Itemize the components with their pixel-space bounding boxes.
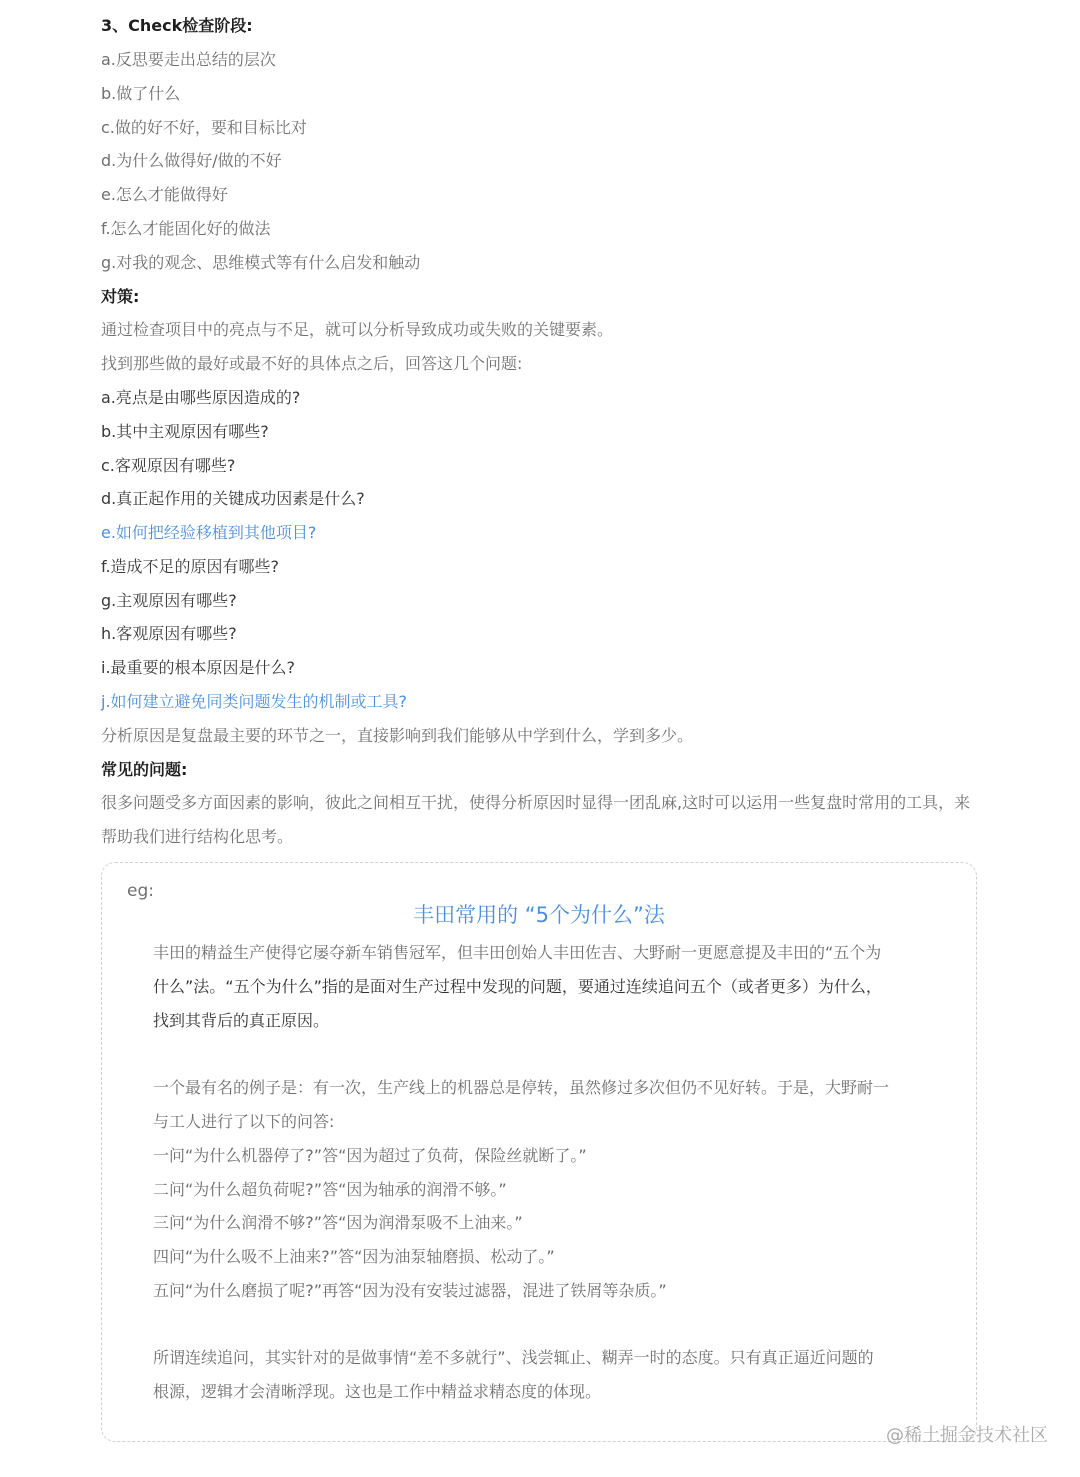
paragraph: 通过检查项目中的亮点与不足，就可以分析导致成功或失败的关键要素。 — [101, 320, 614, 339]
list-item: a.反思要走出总结的层次 — [101, 50, 276, 69]
list-item: b.做了什么 — [101, 84, 181, 103]
paragraph: 很多问题受多方面因素的影响，彼此之间相互干扰，使得分析原因时显得一团乱麻,这时可以运用一些复盘时常用的工具，来帮助我们进行结构化思考。 — [101, 793, 971, 846]
paragraph-line: 所谓连续追问，其实针对的是做事情“差不多就行”、浅尝辄止、糊弄一时的态度。只有真正逼近问题的 — [153, 1348, 874, 1367]
paragraph-line: 与工人进行了以下的问答: — [153, 1112, 335, 1131]
question-item: b.其中主观原因有哪些? — [101, 422, 269, 441]
qa-line: 三问“为什么润滑不够?”答“因为润滑泵吸不上油来。” — [153, 1213, 523, 1232]
example-label: eg: — [127, 881, 154, 901]
question-item: c.客观原因有哪些? — [101, 456, 236, 475]
watermark: @稀土掘金技术社区 — [886, 1425, 1048, 1446]
section-title: 3、Check检查阶段: — [101, 16, 253, 35]
qa-line: 四问“为什么吸不上油来?”答“因为油泵轴磨损、松动了。” — [153, 1247, 555, 1266]
list-item: g.对我的观念、思维模式等有什么启发和触动 — [101, 253, 421, 272]
countermeasures-title: 对策: — [101, 287, 140, 306]
paragraph: 找到那些做的最好或最不好的具体点之后，回答这几个问题: — [101, 354, 523, 373]
question-item: g.主观原因有哪些? — [101, 591, 237, 610]
paragraph-line: 一个最有名的例子是：有一次，生产线上的机器总是停转，虽然修过多次但仍不见好转。于是，大野耐一 — [153, 1078, 890, 1097]
summary-paragraph: 分析原因是复盘最主要的环节之一，直接影响到我们能够从中学到什么，学到多少。 — [101, 726, 694, 745]
question-item-highlight: e.如何把经验移植到其他项目? — [101, 523, 317, 542]
paragraph-line: 根源，逻辑才会清晰浮现。这也是工作中精益求精态度的体现。 — [153, 1382, 602, 1401]
question-item: a.亮点是由哪些原因造成的? — [101, 388, 301, 407]
question-item: i.最重要的根本原因是什么? — [101, 658, 296, 677]
paragraph-line: 什么”法。“五个为什么”指的是面对生产过程中发现的问题，要通过连续追问五个（或者更多）为什么， — [153, 977, 882, 996]
qa-line: 五问“为什么磨损了呢?”再答“因为没有安装过滤器，混进了铁屑等杂质。” — [153, 1281, 667, 1300]
question-item: f.造成不足的原因有哪些? — [101, 557, 280, 576]
paragraph-line: 找到其背后的真正原因。 — [153, 1011, 330, 1030]
list-item: c.做的好不好，要和目标比对 — [101, 118, 307, 137]
list-item: d.为什么做得好/做的不好 — [101, 151, 282, 170]
example-box — [101, 862, 977, 1442]
example-title: 丰田常用的 “5个为什么”法 — [413, 903, 665, 927]
question-item: d.真正起作用的关键成功因素是什么? — [101, 489, 365, 508]
list-item: f.怎么才能固化好的做法 — [101, 219, 271, 238]
question-item: h.客观原因有哪些? — [101, 624, 237, 643]
list-item: e.怎么才能做得好 — [101, 185, 228, 204]
common-problems-title: 常见的问题: — [101, 760, 188, 779]
paragraph-line: 丰田的精益生产使得它屡夺新车销售冠军，但丰田创始人丰田佐吉、大野耐一更愿意提及丰田的“五个为 — [153, 943, 882, 962]
qa-line: 二问“为什么超负荷呢?”答“因为轴承的润滑不够。” — [153, 1180, 507, 1199]
qa-line: 一问“为什么机器停了?”答“因为超过了负荷，保险丝就断了。” — [153, 1146, 587, 1165]
question-item-highlight: j.如何建立避免同类问题发生的机制或工具? — [101, 692, 408, 711]
